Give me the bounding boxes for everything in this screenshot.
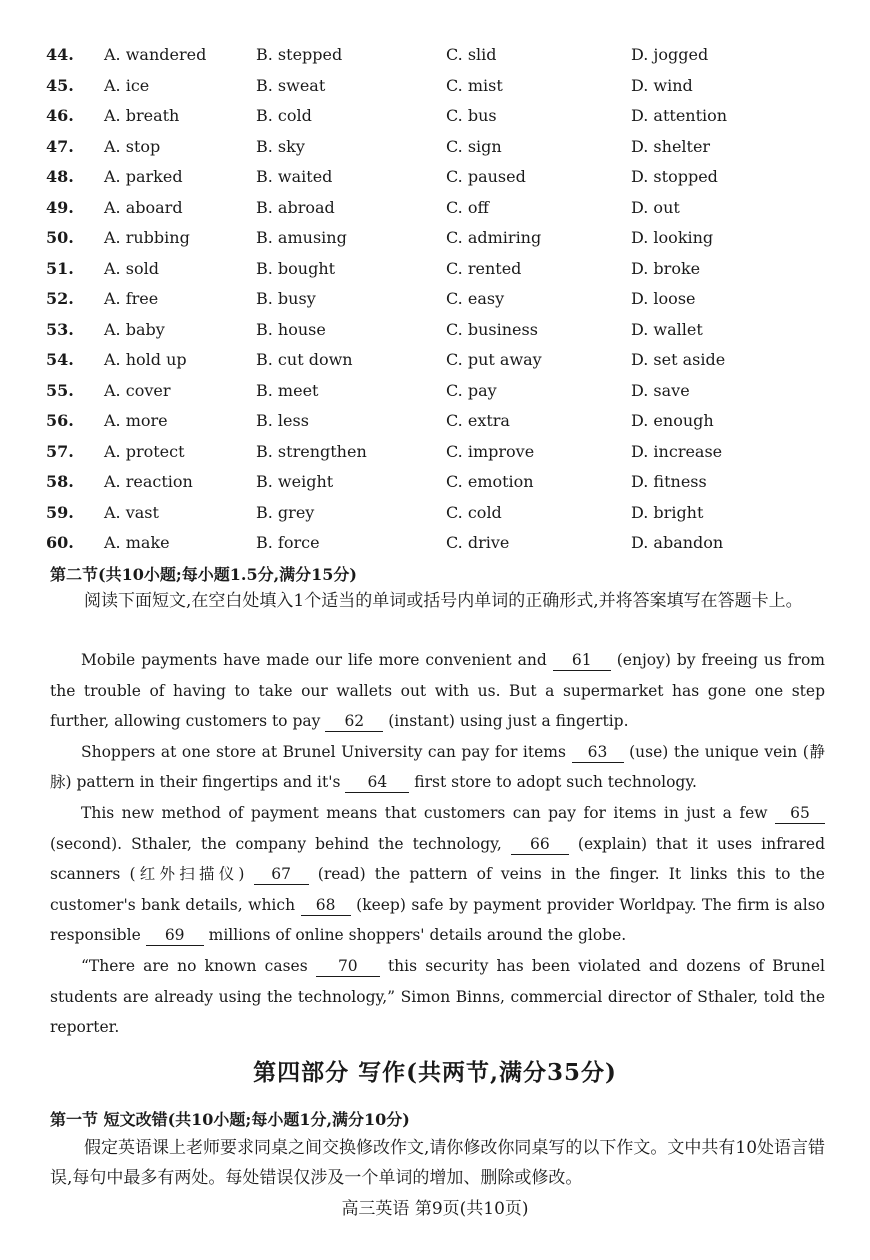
- option-row: [46, 345, 836, 376]
- option-d[interactable]: D. enough: [631, 411, 714, 430]
- passage-text: (instant) using just a fingertip.: [388, 712, 629, 731]
- option-d[interactable]: D. bright: [631, 502, 704, 522]
- option-row: [46, 498, 836, 529]
- option-row: [46, 40, 836, 71]
- question-number: 53.: [46, 319, 74, 339]
- option-a[interactable]: A. vast: [104, 502, 159, 522]
- section1-title: 第一节 短文改错(共10小题;每小题1分,满分10分): [50, 1110, 410, 1129]
- question-number: 46.: [46, 106, 74, 125]
- option-b[interactable]: B. amusing: [256, 228, 347, 247]
- option-c[interactable]: C. bus: [446, 106, 497, 125]
- option-row: [46, 71, 836, 102]
- option-a[interactable]: A. baby: [104, 319, 165, 339]
- option-c[interactable]: C. drive: [446, 533, 510, 552]
- option-a[interactable]: A. hold up: [104, 350, 187, 369]
- option-c[interactable]: C. slid: [446, 45, 497, 64]
- option-c[interactable]: C. extra: [446, 411, 510, 430]
- option-row: [46, 101, 836, 132]
- option-c[interactable]: C. paused: [446, 167, 526, 186]
- option-a[interactable]: A. cover: [104, 380, 171, 400]
- option-c[interactable]: C. pay: [446, 380, 497, 400]
- option-row: [46, 406, 836, 437]
- option-b[interactable]: B. bought: [256, 258, 336, 278]
- option-c[interactable]: C. improve: [446, 441, 535, 461]
- passage-text: (read) the pattern of veins in the finger. It links this to the customer's bank details, which: [50, 865, 825, 914]
- question-number: 57.: [46, 441, 74, 461]
- passage-text: This new method of payment means that customers can pay for items in just a few: [81, 803, 768, 822]
- option-b[interactable]: B. force: [256, 533, 320, 552]
- option-d[interactable]: D. save: [631, 380, 690, 400]
- option-c[interactable]: C. business: [446, 319, 538, 339]
- question-number: 55.: [46, 380, 74, 400]
- option-row: [46, 284, 836, 315]
- passage-paragraph-2: [50, 737, 825, 798]
- option-a[interactable]: A. make: [104, 533, 170, 552]
- blank-62[interactable]: 62: [325, 711, 383, 732]
- option-a[interactable]: A. stop: [104, 136, 161, 156]
- option-b[interactable]: B. weight: [256, 472, 334, 491]
- passage-text: this security has been violated and dozens of Brunel students are already using the technology,” Simon Binns, commercial director of Sthaler, told the reporter.: [50, 956, 825, 1037]
- option-c[interactable]: C. mist: [446, 75, 503, 95]
- blank-67[interactable]: 67: [254, 864, 309, 885]
- passage-text: Mobile payments have made our life more convenient and: [81, 651, 547, 669]
- option-row: [46, 132, 836, 163]
- question-number: 60.: [46, 533, 74, 552]
- option-d[interactable]: D. wind: [631, 75, 693, 95]
- option-a[interactable]: A. reaction: [104, 472, 193, 491]
- blank-65[interactable]: 65: [775, 803, 825, 824]
- option-b[interactable]: B. busy: [256, 289, 316, 308]
- passage-text: (use) the unique vein (静脉) pattern in their fingertips and it's: [50, 742, 825, 792]
- blank-69[interactable]: 69: [146, 925, 204, 946]
- option-d[interactable]: D. jogged: [631, 45, 709, 64]
- option-c[interactable]: C. admiring: [446, 228, 542, 247]
- passage-paragraph-4: [50, 951, 825, 1043]
- question-number: 52.: [46, 289, 74, 308]
- option-b[interactable]: B. house: [256, 319, 326, 339]
- option-row: [46, 315, 836, 346]
- option-b[interactable]: B. cold: [256, 106, 312, 125]
- option-d[interactable]: D. increase: [631, 441, 723, 461]
- option-row: [46, 254, 836, 285]
- blank-61[interactable]: 61: [553, 650, 611, 671]
- question-number: 51.: [46, 258, 74, 278]
- option-a[interactable]: A. rubbing: [104, 228, 190, 247]
- option-a[interactable]: A. protect: [104, 441, 185, 461]
- passage-text: “There are no known cases: [81, 956, 308, 975]
- option-b[interactable]: B. sweat: [256, 75, 326, 95]
- blank-70[interactable]: 70: [316, 956, 380, 977]
- question-number: 48.: [46, 167, 74, 186]
- passage-text: (second). Sthaler, the company behind the technology,: [50, 834, 502, 853]
- passage-text: Shoppers at one store at Brunel University can pay for items: [81, 742, 566, 761]
- question-number: 47.: [46, 136, 74, 156]
- section2-title: 第二节(共10小题;每小题1.5分,满分15分): [50, 565, 357, 584]
- question-number: 54.: [46, 350, 74, 369]
- option-row: [46, 193, 836, 224]
- question-number: 50.: [46, 228, 74, 247]
- option-row: [46, 376, 836, 407]
- section1-instruction: 假定英语课上老师要求同桌之间交换修改作文,请你修改你同桌写的以下作文。文中共有10处语言错误,每句中最多有两处。每处错误仅涉及一个单词的增加、删除或修改。: [50, 1138, 826, 1188]
- option-a[interactable]: A. wandered: [104, 45, 207, 64]
- option-b[interactable]: B. meet: [256, 380, 319, 400]
- question-number: 59.: [46, 502, 74, 522]
- blank-64[interactable]: 64: [345, 772, 409, 793]
- passage-text: first store to adopt such technology.: [414, 773, 697, 792]
- option-d[interactable]: D. loose: [631, 289, 696, 308]
- question-number: 45.: [46, 75, 74, 95]
- passage-paragraph-1: [50, 645, 825, 737]
- option-b[interactable]: B. grey: [256, 502, 315, 522]
- option-d[interactable]: D. fitness: [631, 472, 707, 491]
- reading-passage: [50, 645, 825, 1043]
- option-c[interactable]: C. cold: [446, 502, 502, 522]
- part4-title: 第四部分 写作(共两节,满分35分): [253, 1059, 617, 1086]
- option-a[interactable]: A. ice: [104, 75, 150, 95]
- passage-text: (enjoy) by freeing us from the trouble of having to take our wallets out with us. But a supermarket has gone one step further, allowing customers to pay: [50, 651, 825, 731]
- option-c[interactable]: C. emotion: [446, 472, 534, 491]
- option-d[interactable]: D. broke: [631, 258, 701, 278]
- option-d[interactable]: D. abandon: [631, 533, 724, 552]
- option-d[interactable]: D. set aside: [631, 350, 726, 369]
- passage-text: (explain) that it uses infrared scanners (红外扫描仪): [50, 834, 825, 884]
- option-a[interactable]: A. sold: [104, 258, 159, 278]
- option-b[interactable]: B. abroad: [256, 197, 335, 217]
- section2-instruction: 阅读下面短文,在空白处填入1个适当的单词或括号内单词的正确形式,并将答案填写在答题卡上。: [84, 591, 803, 611]
- option-b[interactable]: B. waited: [256, 167, 333, 186]
- option-b[interactable]: B. strengthen: [256, 441, 367, 461]
- option-d[interactable]: D. out: [631, 197, 680, 217]
- option-c[interactable]: C. off: [446, 197, 489, 217]
- option-a[interactable]: A. more: [104, 411, 168, 430]
- option-d[interactable]: D. looking: [631, 228, 714, 247]
- question-number: 56.: [46, 411, 74, 430]
- option-a[interactable]: A. parked: [104, 167, 183, 186]
- options-list: [46, 40, 836, 559]
- option-b[interactable]: B. stepped: [256, 45, 343, 64]
- option-b[interactable]: B. cut down: [256, 350, 353, 369]
- option-a[interactable]: A. free: [104, 289, 159, 308]
- option-row: [46, 528, 836, 559]
- passage-text: millions of online shoppers' details around the globe.: [208, 926, 627, 945]
- option-c[interactable]: C. rented: [446, 258, 522, 278]
- option-d[interactable]: D. stopped: [631, 167, 718, 186]
- blank-68[interactable]: 68: [301, 895, 351, 916]
- option-row: [46, 437, 836, 468]
- question-number: 49.: [46, 197, 74, 217]
- blank-66[interactable]: 66: [511, 834, 569, 855]
- blank-63[interactable]: 63: [572, 742, 624, 763]
- option-b[interactable]: B. sky: [256, 136, 305, 156]
- question-number: 58.: [46, 472, 74, 491]
- option-a[interactable]: A. breath: [104, 106, 180, 125]
- passage-text: (keep) safe by payment provider Worldpay. The firm is also responsible: [50, 895, 825, 945]
- option-a[interactable]: A. aboard: [104, 197, 183, 217]
- option-d[interactable]: D. attention: [631, 106, 728, 125]
- option-d[interactable]: D. shelter: [631, 136, 711, 156]
- option-row: [46, 467, 836, 498]
- option-c[interactable]: C. sign: [446, 136, 502, 156]
- page-footer: 高三英语 第9页(共10页): [341, 1199, 529, 1219]
- option-c[interactable]: C. put away: [446, 350, 542, 369]
- option-d[interactable]: D. wallet: [631, 319, 703, 339]
- option-c[interactable]: C. easy: [446, 289, 505, 308]
- option-b[interactable]: B. less: [256, 411, 309, 430]
- passage-paragraph-3: [50, 798, 825, 951]
- question-number: 44.: [46, 45, 74, 64]
- option-row: [46, 223, 836, 254]
- option-row: [46, 162, 836, 193]
